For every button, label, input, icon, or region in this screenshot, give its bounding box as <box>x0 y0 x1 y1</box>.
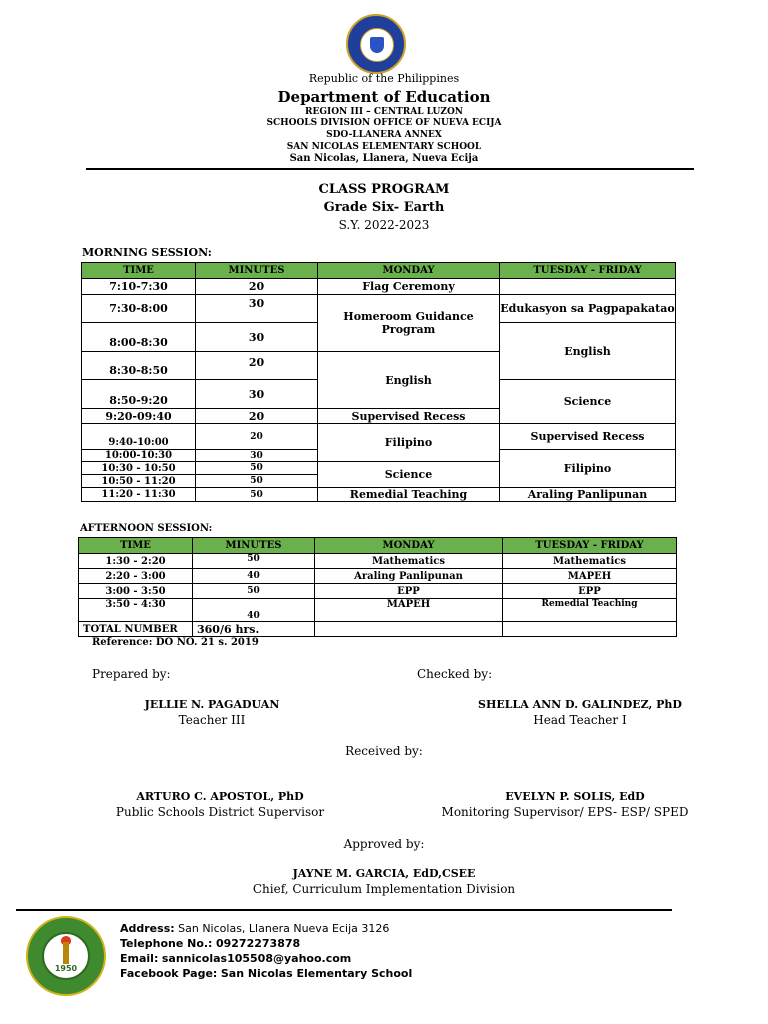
minutes-cell: 30 <box>196 323 318 352</box>
afternoon-session-label: AFTERNOON SESSION: <box>80 523 213 534</box>
preparer-name: JELLIE N. PAGADUAN <box>144 698 280 711</box>
address-label: Address: <box>120 922 175 935</box>
minutes-cell: 40 <box>193 599 315 622</box>
checked-by-label: Checked by: <box>417 667 493 681</box>
minutes-cell: 20 <box>196 352 318 380</box>
checker-position: Head Teacher I <box>533 713 627 727</box>
address-value: San Nicolas, Llanera Nueva Ecija 3126 <box>178 922 390 935</box>
minutes-cell: 30 <box>196 295 318 323</box>
deped-seal-logo <box>346 14 406 74</box>
time-cell: 2:20 - 3:00 <box>79 569 193 584</box>
time-cell: 8:00-8:30 <box>82 323 196 352</box>
table-row <box>79 554 677 569</box>
table-row <box>82 424 676 450</box>
minutes-cell: 20 <box>196 279 318 295</box>
checker-name: SHELLA ANN D. GALINDEZ, PhD <box>478 698 682 711</box>
time-cell: 9:20-09:40 <box>82 409 196 424</box>
monday-cell: EPP <box>315 584 503 599</box>
telephone-value: 09272273878 <box>215 937 301 950</box>
received-by-label: Received by: <box>345 744 423 758</box>
school-line: SAN NICOLAS ELEMENTARY SCHOOL <box>286 142 482 152</box>
time-cell: 3:50 - 4:30 <box>79 599 193 622</box>
receiver2-position: Monitoring Supervisor/ EPS- ESP/ SPED <box>441 805 689 819</box>
grade-section: Grade Six- Earth <box>323 200 445 215</box>
monday-cell: Mathematics <box>315 554 503 569</box>
time-cell: 10:30 - 10:50 <box>82 462 196 475</box>
header-monday: MONDAY <box>318 263 500 279</box>
table-row <box>79 569 677 584</box>
prepared-by-label: Prepared by: <box>92 667 171 681</box>
facebook-label: Facebook Page: <box>120 967 218 980</box>
time-cell: 10:00-10:30 <box>82 450 196 462</box>
table-row <box>82 488 676 502</box>
monday-cell: Remedial Teaching <box>318 488 500 502</box>
tuesday-friday-cell: EPP <box>503 584 677 599</box>
table-row <box>82 279 676 295</box>
minutes-cell: 30 <box>196 450 318 462</box>
footer-divider <box>16 909 672 911</box>
tuesday-friday-cell: Supervised Recess <box>500 424 676 450</box>
reference-note: Reference: DO NO. 21 s. 2019 <box>92 637 259 648</box>
afternoon-schedule-table <box>78 537 677 637</box>
minutes-cell: 50 <box>193 584 315 599</box>
time-cell: 7:10-7:30 <box>82 279 196 295</box>
header-divider <box>86 168 694 170</box>
empty-cell <box>315 622 503 637</box>
tuesday-friday-cell: Filipino <box>500 450 676 488</box>
receiver1-name: ARTURO C. APOSTOL, PhD <box>136 790 304 803</box>
time-cell: 8:50-9:20 <box>82 380 196 409</box>
minutes-cell: 30 <box>196 380 318 409</box>
approver-position: Chief, Curriculum Implementation Division <box>252 882 516 896</box>
empty-cell <box>503 622 677 637</box>
tuesday-friday-cell: Araling Panlipunan <box>500 488 676 502</box>
facebook-value: San Nicolas Elementary School <box>220 967 413 980</box>
table-row <box>79 584 677 599</box>
approver-name: JAYNE M. GARCIA, EdD,CSEE <box>292 867 476 880</box>
morning-session-label: MORNING SESSION: <box>82 246 212 259</box>
table-row <box>79 599 677 622</box>
monday-cell: Supervised Recess <box>318 409 500 424</box>
tuesday-friday-cell: English <box>500 323 676 380</box>
logo-year: 1950 <box>54 964 78 973</box>
header-minutes: MINUTES <box>193 538 315 554</box>
minutes-cell: 50 <box>196 488 318 502</box>
time-cell: 7:30-8:00 <box>82 295 196 323</box>
header-minutes: MINUTES <box>196 263 318 279</box>
minutes-cell: 40 <box>193 569 315 584</box>
time-cell: 3:00 - 3:50 <box>79 584 193 599</box>
monday-cell: MAPEH <box>315 599 503 622</box>
minutes-cell: 20 <box>196 409 318 424</box>
header-tuesday-friday: TUESDAY - FRIDAY <box>503 538 677 554</box>
minutes-cell: 20 <box>196 424 318 450</box>
telephone-label: Telephone No.: <box>120 937 213 950</box>
header-tuesday-friday: TUESDAY - FRIDAY <box>500 263 676 279</box>
time-cell: 10:50 - 11:20 <box>82 475 196 488</box>
tuesday-friday-cell: MAPEH <box>503 569 677 584</box>
total-value: 360/6 hrs. <box>193 622 315 637</box>
tuesday-friday-cell: Mathematics <box>503 554 677 569</box>
monday-cell: Flag Ceremony <box>318 279 500 295</box>
receiver1-position: Public Schools District Supervisor <box>115 805 325 819</box>
region-line: REGION III – CENTRAL LUZON <box>304 107 464 117</box>
monday-cell: English <box>318 352 500 409</box>
header-time: TIME <box>82 263 196 279</box>
time-cell: 11:20 - 11:30 <box>82 488 196 502</box>
table-row <box>82 295 676 323</box>
email-label: Email: <box>120 952 159 965</box>
morning-schedule-table <box>81 262 676 502</box>
time-cell: 8:30-8:50 <box>82 352 196 380</box>
republic-line: Republic of the Philippines <box>308 72 460 85</box>
monday-cell: Homeroom Guidance Program <box>318 295 500 352</box>
preparer-position: Teacher III <box>178 713 246 727</box>
tuesday-friday-cell: Edukasyon sa Pagpapakatao <box>500 295 676 323</box>
program-title: CLASS PROGRAM <box>318 182 450 197</box>
monday-cell: Science <box>318 462 500 488</box>
footer-contact <box>120 921 412 981</box>
table-row <box>79 622 677 637</box>
approved-by-label: Approved by: <box>343 837 425 851</box>
minutes-cell: 50 <box>196 462 318 475</box>
department-name: Department of Education <box>277 88 491 106</box>
location-line: San Nicolas, Llanera, Nueva Ecija <box>289 153 479 164</box>
minutes-cell: 50 <box>193 554 315 569</box>
school-logo <box>26 916 106 996</box>
school-year: S.Y. 2022-2023 <box>338 218 430 232</box>
total-label: TOTAL NUMBER <box>79 622 193 637</box>
header-time: TIME <box>79 538 193 554</box>
time-cell: 9:40-10:00 <box>82 424 196 450</box>
tuesday-friday-cell: Remedial Teaching <box>503 599 677 622</box>
division-line: SCHOOLS DIVISION OFFICE OF NUEVA ECIJA <box>266 118 502 128</box>
tuesday-friday-cell <box>500 279 676 295</box>
monday-cell: Araling Panlipunan <box>315 569 503 584</box>
time-cell: 1:30 - 2:20 <box>79 554 193 569</box>
monday-cell: Filipino <box>318 424 500 462</box>
annex-line: SDO-LLANERA ANNEX <box>326 130 442 140</box>
tuesday-friday-cell: Science <box>500 380 676 424</box>
table-header-row <box>82 263 676 279</box>
minutes-cell: 50 <box>196 475 318 488</box>
receiver2-name: EVELYN P. SOLIS, EdD <box>505 790 645 803</box>
table-header-row <box>79 538 677 554</box>
email-value: sannicolas105508@yahoo.com <box>161 952 352 965</box>
header-monday: MONDAY <box>315 538 503 554</box>
